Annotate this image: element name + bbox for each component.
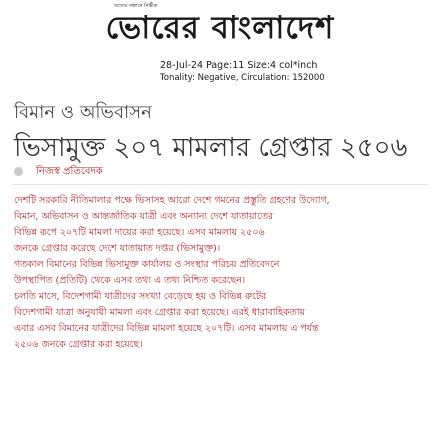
article-body-line: বিভিন্ন রূপে ২০৭টি মামলা দায়ের করা হয়েছে। এসব মামলায় ২৫০৬: [14, 227, 265, 238]
article-body-line: ২৫০৬ জনকে গ্রেপ্তার করা হয়েছে।: [14, 339, 143, 350]
masthead-tagline: সত্যের সন্ধানে নির্ভীক: [114, 3, 158, 9]
article-body-line: এবার এসব বিমানের যাত্রীদের বিভিন্ন মামলা হয়েছে ২০৭টি। এসব মামলায় এ পর্যন্ত: [14, 323, 319, 334]
masthead: [80, 0, 380, 52]
article-body-line: উপস্থাপিত (প্রতিটি) থেকে এসব তথ্য এ তথ্য নিশ্চিত করেছেন।: [14, 275, 246, 286]
article-body-line: বিদেশগামী যাত্রা অনুযায়ী মামলা এবং গ্রেপ্তার করা হয়েছে। এরই ধারাবাহিকতায়: [14, 307, 305, 318]
newspaper-name: ভোরের বাংলাদেশ: [105, 10, 335, 46]
article-body-line: দেশটি সরকারি নীতিমালার পক্ষে ভিসাসহ আরো দেশে গমনের প্রস্তুতি গ্রহণের উদ্যোগ,: [14, 195, 330, 206]
article-body: [14, 193, 430, 353]
article-body-line: বিমান, অভিবাসন ও আন্তর্জাতিক যাত্রী এবং অন্যান্য দেশে যাতায়াতের: [14, 211, 274, 222]
divider: [12, 184, 428, 185]
article-body-line: চলতি মাসে, বিদেশগামী যাত্রীদের সংখ্যা বেড়েছে হয় ও বিভিন্ন রুটের: [14, 291, 267, 302]
article-headline: ভিসামুক্ত ২০৭ মামলার গ্রেপ্তার ২৫০৬: [14, 133, 408, 163]
article-kicker: বিমান ও অভিবাসন: [14, 102, 152, 123]
article-body-line: জনকে গ্রেপ্তার করেছে দেশে যাতায়াত দপ্তর (ভিসামুক্ত)।: [14, 243, 221, 254]
clip-info-tonality-circulation: Tonality: Negative, Circulation: 152000: [160, 73, 325, 83]
bullet-dot-icon: [14, 167, 23, 176]
clip-info-date-page-size: 28-Jul-24 Page:11 Size:4 col*inch: [160, 60, 318, 71]
byline-text: নিজস্ব প্রতিবেদক: [36, 166, 103, 177]
article-body-line: গতকাল বিমানের বিভিন্ন ভিসামুক্ত কার্যালয় ও সংস্থার পরিচয় প্রতিবেদনে: [14, 259, 280, 270]
